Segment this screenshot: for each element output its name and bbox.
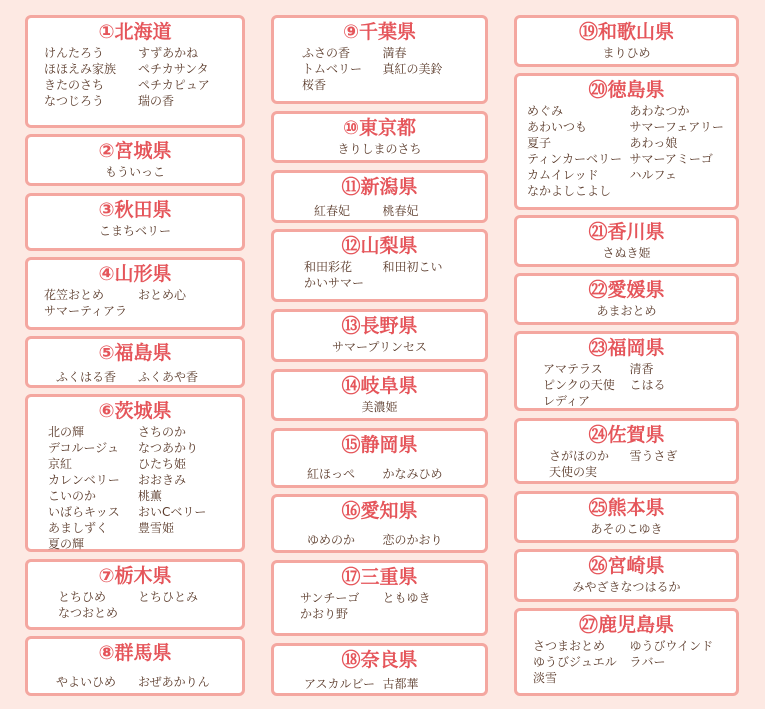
prefecture-title: ⑭岐阜県	[341, 375, 418, 397]
prefecture-card	[514, 418, 739, 484]
prefecture-card	[514, 549, 739, 602]
variety-name: かおり野	[300, 607, 349, 621]
prefecture-card	[271, 494, 488, 553]
variety-name	[630, 464, 705, 480]
prefecture-card	[271, 170, 488, 223]
variety-name: 花笠おとめ	[44, 288, 105, 302]
prefecture-title: ⑥茨城県	[98, 400, 172, 422]
prefecture-title: ⑮静岡県	[341, 434, 418, 456]
variety-name: 清香	[629, 362, 654, 376]
variety-name: カムイレッド	[527, 168, 599, 182]
variety-name: ペチカサンタ	[138, 62, 209, 76]
variety-name: ひたち姫	[138, 457, 187, 471]
variety-list	[28, 367, 242, 385]
variety-name: おとめ心	[138, 288, 187, 302]
variety-name	[630, 183, 727, 199]
variety-name: とちひめ	[58, 590, 107, 604]
variety-name: サマーフェアリー	[629, 120, 724, 134]
prefecture-card	[514, 273, 739, 325]
variety-name: 恋のかおり	[382, 533, 443, 547]
variety-name: サマーアミーゴ	[629, 152, 713, 166]
variety-name: きりしまのさち	[337, 142, 422, 156]
variety-name: おぜあかりん	[138, 675, 210, 689]
variety-name: あましずく	[48, 521, 109, 535]
prefecture-card	[514, 73, 739, 210]
variety-name: アマテラス	[543, 362, 603, 376]
variety-name	[383, 77, 458, 93]
variety-name	[630, 670, 721, 686]
variety-list	[28, 422, 242, 552]
prefecture-card	[25, 336, 245, 388]
variety-name: いばらキッス	[48, 505, 120, 519]
variety-list	[28, 587, 242, 621]
variety-name: ピンクの天使	[543, 378, 615, 392]
variety-name: けんたろう	[44, 46, 105, 60]
prefecture-title: ⑩東京都	[342, 117, 417, 139]
variety-name: こまちベリー	[98, 224, 171, 238]
variety-name: おおきみ	[138, 473, 187, 487]
variety-name: 桃春妃	[382, 204, 419, 218]
variety-name: ラバー	[629, 655, 666, 669]
prefecture-title: ⑱奈良県	[341, 649, 418, 671]
variety-name: あわいつも	[527, 120, 588, 134]
variety-list	[517, 446, 736, 480]
variety-name: こいのか	[48, 489, 97, 503]
prefecture-title: ⑯愛知県	[341, 500, 418, 522]
prefecture-title: ⑬長野県	[341, 315, 418, 337]
prefecture-title: ㉓福岡県	[588, 337, 665, 359]
prefecture-card	[271, 428, 488, 488]
variety-name: おいCベリー	[138, 505, 207, 519]
variety-name	[630, 393, 711, 409]
variety-list	[28, 285, 242, 319]
variety-list	[28, 221, 242, 239]
variety-list	[274, 530, 485, 548]
variety-list	[517, 301, 736, 319]
variety-name: めぐみ	[527, 104, 564, 118]
prefecture-title: ㉗鹿児島県	[578, 614, 674, 636]
variety-name: さがほのか	[549, 449, 610, 463]
prefecture-title: ⑲和歌山県	[578, 21, 674, 43]
prefecture-card	[271, 15, 488, 104]
prefecture-card	[271, 369, 488, 421]
prefecture-card	[514, 15, 739, 67]
variety-name	[138, 605, 212, 621]
prefecture-title: ④山形県	[98, 263, 172, 285]
variety-list	[274, 201, 485, 219]
variety-name: 北の輝	[48, 425, 85, 439]
variety-name: ほほえみ家族	[44, 62, 117, 76]
variety-name: トムベリー	[302, 62, 363, 76]
variety-list	[517, 577, 736, 595]
prefecture-card	[514, 331, 739, 411]
variety-list	[274, 43, 485, 93]
variety-name: なつおとめ	[58, 606, 119, 620]
variety-name: レディア	[543, 394, 591, 408]
prefecture-title: ㉕熊本県	[588, 497, 665, 519]
prefecture-card	[271, 111, 488, 163]
variety-name: カレンベリー	[48, 473, 120, 487]
prefecture-card	[25, 193, 245, 251]
variety-name: こはる	[629, 378, 666, 392]
variety-name: あそのこゆき	[590, 522, 663, 536]
variety-name: なつあかり	[138, 441, 199, 455]
variety-name: とちひとみ	[138, 590, 199, 604]
variety-list	[274, 257, 485, 291]
variety-name: 満春	[382, 46, 407, 60]
prefecture-title: ㉔佐賀県	[588, 424, 665, 446]
variety-name	[138, 303, 226, 319]
prefecture-title: ③秋田県	[98, 199, 172, 221]
variety-name: 豊雪姫	[138, 521, 175, 535]
variety-name: ふさの香	[302, 46, 351, 60]
variety-name: 美濃姫	[361, 400, 398, 414]
variety-name: 瑞の香	[138, 94, 175, 108]
variety-list	[517, 519, 736, 537]
variety-name: 雪うさぎ	[629, 449, 678, 463]
variety-list	[274, 588, 485, 622]
variety-name: みやざきなつはるか	[572, 580, 681, 594]
variety-name: やよいひめ	[56, 675, 117, 689]
variety-name: アスカルビー	[304, 677, 376, 691]
prefecture-card	[25, 257, 245, 330]
variety-list	[274, 674, 485, 692]
variety-list	[517, 43, 736, 61]
prefecture-title: ⑰三重県	[341, 566, 418, 588]
variety-name: きたのさち	[44, 78, 105, 92]
prefecture-title: ㉑香川県	[588, 221, 665, 243]
prefecture-card	[25, 636, 245, 696]
prefecture-card	[271, 229, 488, 302]
variety-name: なつじろう	[44, 94, 105, 108]
prefecture-title: ①北海道	[98, 21, 172, 43]
variety-list	[28, 672, 242, 690]
variety-list	[28, 43, 242, 109]
variety-name: ゆうびジュエル	[533, 655, 617, 669]
variety-name: ゆめのか	[307, 533, 356, 547]
variety-name: 和田初こい	[382, 260, 443, 274]
prefecture-card	[25, 394, 245, 552]
variety-name: 夏子	[527, 136, 552, 150]
variety-name: 紅ほっぺ	[307, 467, 356, 481]
variety-name	[383, 606, 460, 622]
prefecture-card	[271, 643, 488, 696]
prefecture-card	[514, 608, 739, 696]
prefecture-title: ㉖宮崎県	[588, 555, 665, 577]
variety-name: 古都華	[382, 677, 419, 691]
variety-name: さちのか	[138, 425, 187, 439]
variety-name: ハルフェ	[629, 168, 677, 182]
prefecture-card	[514, 491, 739, 543]
variety-name: 真紅の美鈴	[382, 62, 443, 76]
prefecture-card	[514, 215, 739, 267]
prefecture-card	[25, 559, 245, 630]
variety-list	[274, 397, 485, 415]
variety-name: あわっ娘	[629, 136, 678, 150]
variety-name: 紅春妃	[314, 204, 351, 218]
variety-name: 桃薫	[138, 489, 163, 503]
variety-name: あわなつか	[629, 104, 690, 118]
variety-name: なかよしこよし	[527, 184, 612, 198]
variety-name: かなみひめ	[382, 467, 443, 481]
variety-name: ペチカピュア	[138, 78, 210, 92]
variety-name: サンチーゴ	[300, 591, 360, 605]
variety-name: ふくあや香	[138, 370, 199, 384]
prefecture-title: ⑫山梨県	[341, 235, 418, 257]
prefecture-title: ⑳徳島県	[588, 79, 665, 101]
variety-list	[274, 464, 485, 482]
variety-name: 京紅	[48, 457, 73, 471]
variety-name: ふくはる香	[56, 370, 117, 384]
variety-list	[517, 101, 736, 199]
variety-name: さつまおとめ	[533, 639, 606, 653]
variety-name: まりひめ	[602, 46, 651, 60]
variety-name: 天使の実	[549, 465, 598, 479]
variety-name: さぬき姫	[602, 246, 651, 260]
variety-name	[138, 536, 222, 552]
prefecture-card	[271, 309, 488, 362]
prefecture-card	[25, 15, 245, 128]
prefecture-title: ⑧群馬県	[98, 642, 172, 664]
variety-name: かいサマー	[304, 276, 365, 290]
variety-name: デコルージュ	[48, 441, 120, 455]
variety-name	[383, 275, 456, 291]
variety-name: 夏の輝	[48, 537, 85, 551]
variety-name: 和田彩花	[304, 260, 353, 274]
prefecture-title: ⑪新潟県	[341, 176, 418, 198]
variety-name: サマープリンセス	[332, 340, 427, 354]
prefecture-card	[271, 560, 488, 636]
variety-name: もういっこ	[104, 165, 165, 179]
variety-list	[274, 139, 485, 157]
variety-name: ともゆき	[382, 591, 431, 605]
prefecture-title: ⑤福島県	[98, 342, 172, 364]
variety-name: ゆうびウインド	[629, 639, 714, 653]
prefecture-title: ⑦栃木県	[98, 565, 172, 587]
variety-name: ティンカーベリー	[527, 152, 623, 166]
prefecture-title: ⑨千葉県	[342, 21, 417, 43]
variety-list	[517, 636, 736, 686]
variety-list	[517, 359, 736, 409]
variety-list	[28, 162, 242, 180]
variety-name: すずあかね	[138, 46, 199, 60]
variety-list	[517, 243, 736, 261]
prefecture-title: ②宮城県	[98, 140, 172, 162]
variety-name: 淡雪	[533, 671, 558, 685]
variety-name: あまおとめ	[596, 304, 657, 318]
variety-name: 桜香	[302, 78, 327, 92]
prefecture-title: ㉒愛媛県	[588, 279, 665, 301]
variety-list	[274, 337, 485, 355]
variety-name: サマーティアラ	[44, 304, 128, 318]
prefecture-card	[25, 134, 245, 186]
